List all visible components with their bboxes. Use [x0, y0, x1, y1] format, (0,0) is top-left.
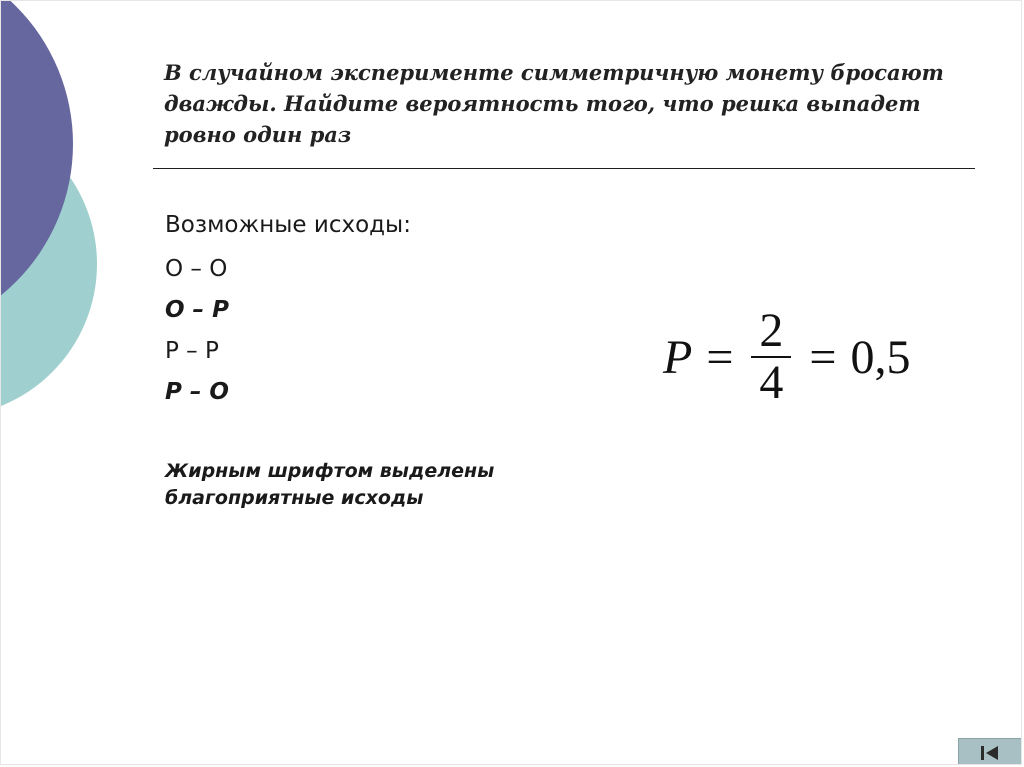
- formula-fraction: [751, 306, 791, 408]
- formula-equals: =: [706, 330, 734, 384]
- fraction-denominator: 4: [759, 356, 784, 409]
- outcome-item-favorable: О – Р: [165, 297, 229, 323]
- first-slide-button[interactable]: [958, 738, 1022, 765]
- outcome-item: Р – Р: [165, 338, 219, 364]
- outcome-item-favorable: Р – О: [165, 379, 229, 405]
- outcome-item: О – О: [165, 256, 228, 282]
- skip-to-first-icon: [977, 743, 1003, 763]
- favorable-note: [165, 458, 494, 512]
- probability-formula: [663, 301, 910, 413]
- formula-equals: =: [809, 330, 837, 384]
- note-line: Жирным шрифтом выделены: [165, 460, 495, 482]
- formula-result: 0,5: [850, 330, 911, 384]
- outcomes-heading: Возможные исходы:: [165, 212, 411, 238]
- problem-title: В случайном эксперименте симметричную монету бросают дважды. Найдите вероятность того, что решка выпадет ровно один раз: [164, 60, 944, 147]
- formula-variable: P: [663, 330, 693, 384]
- fraction-numerator: 2: [759, 304, 784, 357]
- title-divider: [153, 168, 975, 169]
- note-line: благоприятные исходы: [165, 487, 424, 509]
